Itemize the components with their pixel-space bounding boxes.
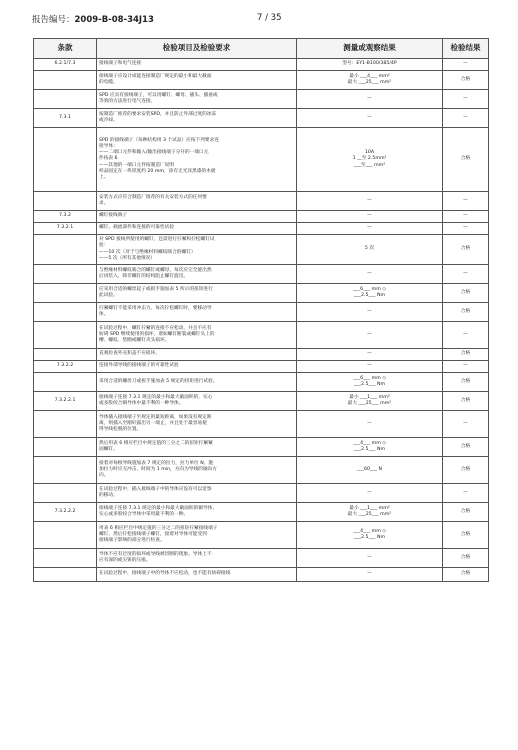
item-cell (97, 223, 297, 235)
col-clause-header: 条款 (34, 39, 97, 59)
measure-cell (297, 128, 443, 192)
measure-cell (297, 349, 443, 361)
table-row (34, 211, 489, 223)
item-text: 按制造厂推荐的要求安装SPD，并且防止外部过度的冰冻 (99, 111, 217, 117)
item-cell (97, 373, 297, 392)
table-row (34, 503, 489, 522)
measure-text: 型号：EY1-B100/385/4P (342, 61, 397, 67)
measure-text: — (367, 571, 372, 577)
item-text: 后再装入，除非螺钉的结构阻止螺钉旋出。 (99, 274, 189, 279)
clause-cell (34, 192, 97, 211)
clause-cell (34, 411, 97, 438)
measure-cell (297, 522, 443, 549)
item-cell (97, 438, 297, 457)
measure-cell (297, 71, 443, 90)
result-cell: — (443, 90, 489, 109)
clause-cell: 6.2.1/7.3 (34, 59, 97, 71)
item-text: 验： (99, 243, 109, 249)
item-text: 接线端子和电气连接 (99, 61, 142, 67)
table-row (34, 284, 489, 303)
table-row (34, 411, 489, 438)
result-cell: 合格 (443, 522, 489, 549)
clause-cell (34, 265, 97, 284)
measure-text: ___6___ mm ◇ (353, 286, 386, 292)
measure-text: ___2.5___ Nm (353, 447, 386, 452)
measure-text: — (367, 554, 372, 560)
measure-text: 最小 ___1___ mm² (349, 505, 390, 511)
measure-text: 1 __至 2.5mm² (352, 156, 387, 162)
report-header (32, 13, 487, 27)
measure-text: — (367, 95, 372, 101)
item-cell (97, 128, 297, 192)
clause-cell (34, 549, 97, 568)
item-text: 接线端子连接 7.3.1 规定的最小和最大截面积的，实心 (99, 394, 213, 400)
item-text: 此试验。 (99, 293, 118, 298)
table-row (34, 128, 489, 192)
item-text: 与绝缘材料螺纹啮合的螺钉或螺母，每次应完全旋出然 (99, 267, 212, 273)
result-cell: 合格 (443, 235, 489, 265)
measure-cell (297, 484, 443, 503)
item-text: ——10 次（对于与绝缘材料螺纹啮合的螺钉） (99, 249, 196, 255)
item-text: 等效的方法进行电气连接。 (99, 99, 156, 104)
measure-text: — (367, 270, 372, 276)
item-text: 安装方式应符合制造厂推荐的有关安装方式的任何要 (99, 194, 207, 200)
item-cell (97, 192, 297, 211)
table-row (34, 457, 489, 484)
item-cell (97, 303, 297, 322)
item-text: ——5 次（所有其他情况） (99, 255, 156, 261)
measure-cell (297, 265, 443, 284)
item-text: ——其他的一端口元件按制造厂说明 (99, 162, 175, 168)
table-row (34, 59, 489, 71)
measure-text: 最小 ___1___ mm² (349, 394, 390, 400)
item-text: 或多股绞合铜导体中最不利的一种导体。 (99, 401, 184, 406)
clause-cell (34, 71, 97, 90)
table-row (34, 349, 489, 361)
item-text: 用表 6 相应栏目中规定值的三分之二的扭矩拧紧接线端子 (99, 525, 218, 531)
measure-cell (297, 392, 443, 411)
col-measure-header: 测量或观察结果 (297, 39, 443, 59)
item-text: 直观检查外壳和盖不应损坏。 (99, 351, 160, 357)
table-row (34, 361, 489, 373)
col-item-header: 检验项目及检验要求 (97, 39, 297, 59)
item-text: 妨碍 SPD 继续使用的损坏，诸如螺钉断裂或螺钉头上的 (99, 331, 215, 337)
result-cell: — (443, 361, 489, 373)
clause-cell (34, 90, 97, 109)
measure-text: 最大 ___25___ mm² (347, 512, 392, 517)
measure-cell (297, 109, 443, 128)
table-row (34, 71, 489, 90)
result-cell: 合格 (443, 503, 489, 522)
item-cell (97, 59, 297, 71)
result-cell: — (443, 211, 489, 223)
item-cell (97, 503, 297, 522)
measure-cell (297, 322, 443, 349)
item-text: 加拉力时应无冲击，时间为 1 min，方向为导线的轴向方 (99, 466, 217, 472)
measure-text: ___至___ mm² (353, 162, 386, 168)
item-cell (97, 109, 297, 128)
measure-text: — (367, 489, 372, 495)
result-cell: 合格 (443, 284, 489, 303)
measure-cell (297, 411, 443, 438)
measure-cell (297, 361, 443, 373)
measure-cell (297, 568, 443, 582)
table-row (34, 484, 489, 503)
result-cell: — (443, 322, 489, 349)
item-text: 离，则插入至刚好露出另一端止，并且处于最容易使 (99, 420, 207, 426)
item-text: 样品固定在一块厚度约 20 mm，涂有无光泽黑漆的木板 (99, 168, 216, 174)
item-cell (97, 549, 297, 568)
item-text: 拧紧螺钉不能采用冲击力。每次拧松螺钉时，要移动导 (99, 305, 212, 311)
item-cell (97, 457, 297, 484)
result-cell: 合格 (443, 392, 489, 411)
measure-text: — (367, 420, 372, 426)
measure-text: — (367, 363, 372, 369)
item-text: 件按表 6 (99, 156, 118, 162)
clause-cell (34, 373, 97, 392)
measure-text: — (367, 197, 372, 203)
item-text: 导体不应有过度的损坏或导线被切断的现象。导体上不 (99, 551, 212, 557)
clause-cell: 7.3.2.2 (34, 361, 97, 373)
page-number: 7 / 35 (257, 13, 282, 23)
result-cell: — (443, 265, 489, 284)
result-cell: — (443, 223, 489, 235)
item-text: 固螺钉。 (99, 447, 118, 452)
item-text: 应有深的或尖锐的压痕。 (99, 558, 151, 563)
measure-cell (297, 223, 443, 235)
result-cell: 合格 (443, 568, 489, 582)
item-text: 接线端子影响的部分进行检查。 (99, 538, 165, 544)
measure-text: ___2.5___ Nm (353, 535, 386, 540)
clause-cell (34, 457, 97, 484)
measure-cell (297, 90, 443, 109)
table-row (34, 522, 489, 549)
clause-cell (34, 522, 97, 549)
item-text: 接导体： (99, 144, 118, 150)
measure-text: — (367, 308, 372, 314)
item-text: 向。 (99, 473, 109, 479)
clause-cell: 7.3.2 (34, 211, 97, 223)
item-cell (97, 411, 297, 438)
table-row (34, 303, 489, 322)
result-cell: — (443, 192, 489, 211)
measure-text: — (367, 225, 372, 231)
measure-text: ___6___ mm ◇ (353, 375, 386, 381)
item-text: 体。 (99, 312, 109, 317)
measure-text: ___4___ mm ◇ (353, 440, 386, 446)
clause-cell (34, 128, 97, 192)
measure-cell (297, 457, 443, 484)
clause-cell (34, 303, 97, 322)
item-cell (97, 235, 297, 265)
measure-text: 最小 ___4___ mm² (349, 73, 390, 79)
result-cell: — (443, 59, 489, 71)
table-row (34, 90, 489, 109)
item-text: 导体插入接线端子至规定的最短距离，如果没有规定距 (99, 414, 212, 420)
table-row (34, 192, 489, 211)
result-cell: — (443, 484, 489, 503)
clause-cell: 7.3.1 (34, 109, 97, 128)
result-cell: 合格 (443, 128, 489, 192)
item-text: 螺钉，然后拧松接线端子螺钉，接着对导体可能受到 (99, 531, 207, 537)
clause-cell (34, 438, 97, 457)
item-cell (97, 522, 297, 549)
table-row (34, 549, 489, 568)
measure-text: ___2.5___ Nm (353, 382, 386, 387)
table-row (34, 373, 489, 392)
measure-cell (297, 303, 443, 322)
item-cell (97, 71, 297, 90)
item-text: 的电缆。 (99, 80, 118, 85)
item-text: 对 SPD 接线所使用的螺钉，还需进行拧紧和拧松螺钉试 (99, 237, 215, 243)
report-number: 报告编号：2009-B-08-34J13 (32, 15, 154, 25)
measure-cell (297, 284, 443, 303)
measure-cell (297, 503, 443, 522)
item-text: 槽、螺纹、垫圈或螺钉夹头损坏。 (99, 338, 170, 344)
item-text: 求。 (99, 201, 109, 206)
item-text: 采用合适的螺丝刀或扳手施加表 5 规定的扭矩进行试验。 (99, 378, 218, 384)
measure-text: — (367, 351, 372, 357)
item-text: 上。 (99, 174, 109, 180)
item-cell (97, 322, 297, 349)
result-cell: 合格 (443, 71, 489, 90)
item-cell (97, 484, 297, 503)
clause-cell (34, 349, 97, 361)
item-text: SPD 应具有接线端子，可以用螺钉、螺母、插头、插座或 (99, 92, 218, 98)
measure-text: — (367, 114, 372, 120)
item-text: 在试验过程中，螺钉拧紧的连接不应松动，并且不应有 (99, 325, 212, 331)
item-cell (97, 349, 297, 361)
measure-text: ___4___ mm ◇ (353, 528, 386, 534)
table-row (34, 322, 489, 349)
measure-cell (297, 373, 443, 392)
measure-text: — (367, 213, 372, 219)
item-text: 螺钉、载流部件和连接的可靠性试验 (99, 225, 175, 231)
item-text: 连接外部导线的接线端子的可靠性试验 (99, 363, 179, 369)
table-row (34, 109, 489, 128)
item-text: 然后用表 6 相应栏目中规定值的三分之二的扭矩拧紧紧 (99, 440, 213, 446)
clause-cell: 7.3.2.1 (34, 223, 97, 235)
table-row (34, 438, 489, 457)
result-cell: 合格 (443, 349, 489, 361)
clause-cell (34, 322, 97, 349)
item-cell (97, 361, 297, 373)
table-row (34, 392, 489, 411)
clause-cell (34, 235, 97, 265)
measure-cell (297, 211, 443, 223)
item-text: 得导线松脱的位置。 (99, 427, 142, 433)
clause-cell (34, 568, 97, 582)
item-text: 在试验过程中，接线端子中的导体不应松动，也不能有妨碍接线 (99, 571, 231, 577)
inspection-table (33, 38, 489, 582)
measure-text: ___60___ N (356, 466, 383, 472)
clause-cell (34, 284, 97, 303)
item-text: 应采用合适的螺丝起子或扳手施加表 5 所示的扭矩进行 (99, 286, 213, 292)
result-cell: — (443, 109, 489, 128)
clause-cell (34, 484, 97, 503)
result-cell: 合格 (443, 549, 489, 568)
clause-cell: 7.3.2.2.2 (34, 503, 97, 522)
item-text: 在试验过程中，插入接线端子中的导体应没有可以觉察 (99, 486, 212, 492)
result-cell: — (443, 411, 489, 438)
table-row (34, 223, 489, 235)
item-cell (97, 211, 297, 223)
item-cell (97, 265, 297, 284)
item-text: SPD 的接线端子（每种结构用 3 个试品）应按下列要求连 (99, 138, 219, 144)
item-text: 或冷却。 (99, 118, 118, 123)
result-cell: 合格 (443, 303, 489, 322)
measure-text: ___2.5___ Nm (353, 293, 386, 298)
item-text: 螺钉接线端子 (99, 213, 128, 219)
table-row (34, 235, 489, 265)
item-cell (97, 284, 297, 303)
measure-cell (297, 235, 443, 265)
measure-cell (297, 438, 443, 457)
item-text: 接线端子连接 7.3.1 规定的最小和最大截面积的铜导体， (99, 505, 218, 511)
col-result-header: 检验结果 (443, 39, 489, 59)
item-cell (97, 568, 297, 582)
item-text: 实心或多股绞合导体中采用最不利的一种。 (99, 512, 189, 517)
measure-cell (297, 59, 443, 71)
item-text: 接着对每根导线施加表 7 规定的拉力，拉力单位 N，施 (99, 460, 214, 466)
measure-cell (297, 549, 443, 568)
measure-text: — (367, 331, 372, 337)
result-cell: 合格 (443, 373, 489, 392)
item-text: 接线端子应设计成能连接制造厂规定的最小和最大截面 (99, 73, 212, 79)
result-cell: 合格 (443, 457, 489, 484)
item-text: ——二端口元件和输入/输出接线端子分开的一端口元 (99, 150, 209, 156)
item-text: 的移动。 (99, 493, 118, 498)
table-row (34, 568, 489, 582)
clause-cell: 7.3.2.2.1 (34, 392, 97, 411)
table-row (34, 265, 489, 284)
measure-text: 10A (364, 150, 375, 156)
item-cell (97, 90, 297, 109)
table-header-row (34, 39, 489, 59)
measure-cell (297, 192, 443, 211)
result-cell: 合格 (443, 438, 489, 457)
item-cell (97, 392, 297, 411)
measure-text: 最大 ___25___ mm² (347, 80, 392, 85)
measure-text: 最大 ___25___ mm² (347, 401, 392, 406)
measure-text: 5 次 (364, 246, 375, 252)
